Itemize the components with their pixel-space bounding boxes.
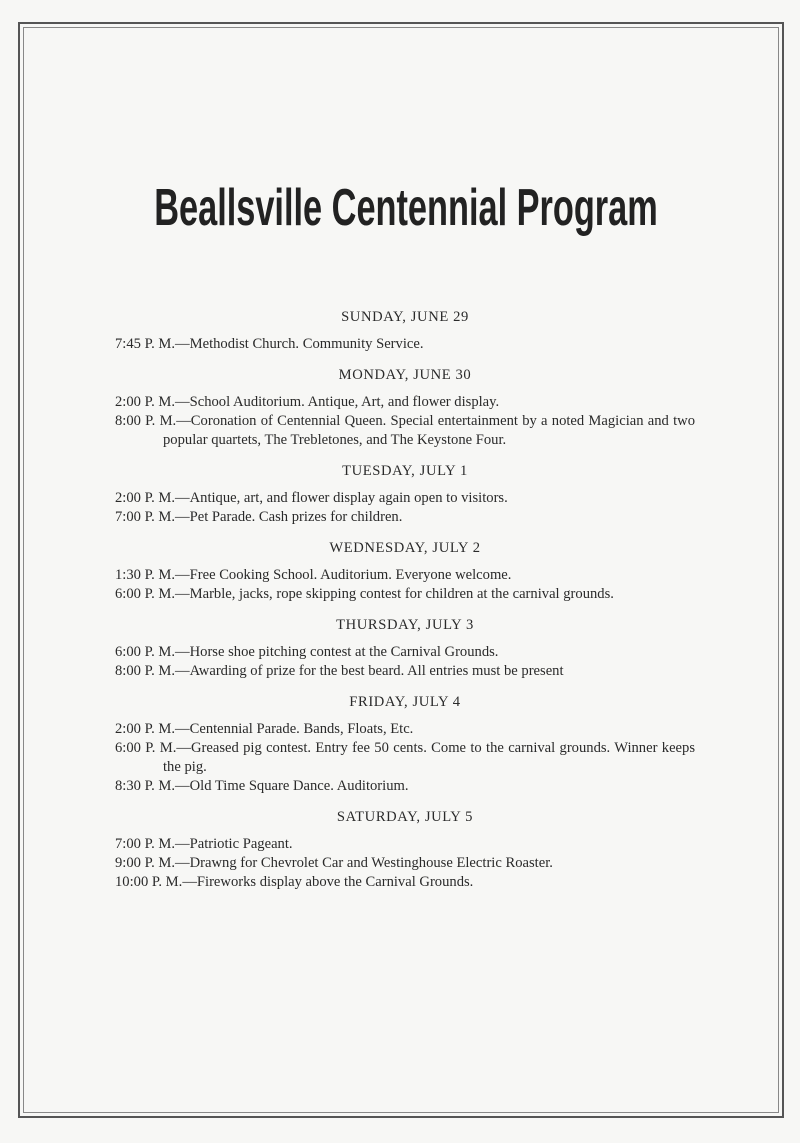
event-time: 6:00 P. M. (115, 740, 177, 756)
event-entry: 2:00 P. M.—Centennial Parade. Bands, Floats, Etc. (115, 721, 414, 737)
event-description: Greased pig contest. Entry fee 50 cents. Come to the carnival grounds. Winner keeps the pig. (163, 740, 695, 775)
event-time: 2:00 P. M. (115, 490, 176, 506)
event-entry: 8:00 P. M.—Awarding of prize for the best beard. All entries must be present (115, 663, 564, 679)
day-heading: THURSDAY, JULY 3 (336, 617, 474, 633)
event-entry: 9:00 P. M.—Drawng for Chevrolet Car and Westinghouse Electric Roaster. (115, 855, 553, 871)
event-description: Horse shoe pitching contest at the Carnival Grounds. (189, 644, 499, 660)
event-entry: 7:00 P. M.—Pet Parade. Cash prizes for children. (115, 509, 403, 525)
event-description: Antique, art, and flower display again open to visitors. (189, 490, 508, 506)
event-description: Fireworks display above the Carnival Grounds. (196, 874, 474, 890)
event-entry: 1:30 P. M.—Free Cooking School. Auditorium. Everyone welcome. (115, 567, 512, 583)
event-entry: 8:30 P. M.—Old Time Square Dance. Auditorium. (115, 778, 409, 794)
event-description: Pet Parade. Cash prizes for children. (189, 509, 403, 525)
event-time: 7:00 P. M. (115, 509, 176, 525)
event-entry: 6:00 P. M.—Horse shoe pitching contest at the Carnival Grounds. (115, 644, 499, 660)
event-time: 7:45 P. M. (115, 336, 176, 352)
event-entry: 6:00 P. M.—Marble, jacks, rope skipping contest for children at the carnival grounds. (115, 586, 614, 602)
day-heading: SATURDAY, JULY 5 (336, 809, 474, 825)
event-description: Centennial Parade. Bands, Floats, Etc. (189, 721, 414, 737)
event-time: 6:00 P. M. (115, 644, 176, 660)
event-entry: 8:00 P. M.—Coronation of Centennial Queen. Special entertainment by a noted Magician and two popular quartets, The Trebletones, and The Keystone Four. (115, 413, 695, 448)
event-entry: 2:00 P. M.—School Auditorium. Antique, Art, and flower display. (115, 394, 500, 410)
event-description: Free Cooking School. Auditorium. Everyone welcome. (189, 567, 512, 583)
event-time: 8:00 P. M. (115, 663, 176, 679)
event-description: Drawng for Chevrolet Car and Westinghouse Electric Roaster. (189, 855, 553, 871)
event-time: 2:00 P. M. (115, 394, 176, 410)
page-title: Beallsville Centennial Program (154, 179, 658, 237)
day-heading: WEDNESDAY, JULY 2 (329, 540, 481, 556)
event-time: 1:30 P. M. (115, 567, 176, 583)
event-time: 2:00 P. M. (115, 721, 176, 737)
program-schedule (115, 308, 695, 892)
event-time: 8:30 P. M. (115, 778, 176, 794)
event-description: Patriotic Pageant. (189, 836, 293, 852)
event-time: 6:00 P. M. (115, 586, 176, 602)
event-entry: 6:00 P. M.—Greased pig contest. Entry fee 50 cents. Come to the carnival grounds. Winner keeps the pig. (115, 740, 695, 775)
event-entry: 7:45 P. M.—Methodist Church. Community Service. (115, 336, 424, 352)
event-description: Old Time Square Dance. Auditorium. (189, 778, 409, 794)
day-heading: FRIDAY, JULY 4 (349, 694, 461, 710)
event-description: Methodist Church. Community Service. (189, 336, 424, 352)
event-entry: 2:00 P. M.—Antique, art, and flower display again open to visitors. (115, 490, 508, 506)
event-entry: 7:00 P. M.—Patriotic Pageant. (115, 836, 293, 852)
event-description: School Auditorium. Antique, Art, and flower display. (189, 394, 500, 410)
event-entry: 10:00 P. M.—Fireworks display above the Carnival Grounds. (115, 874, 474, 890)
day-heading: TUESDAY, JULY 1 (342, 463, 468, 479)
day-heading: SUNDAY, JUNE 29 (341, 309, 469, 325)
day-heading: MONDAY, JUNE 30 (338, 367, 472, 383)
event-time: 10:00 P. M. (115, 874, 183, 890)
event-description: Awarding of prize for the best beard. All entries must be present (189, 663, 564, 679)
event-description: Marble, jacks, rope skipping contest for children at the carnival grounds. (189, 586, 614, 602)
event-time: 8:00 P. M. (115, 413, 177, 429)
event-time: 9:00 P. M. (115, 855, 176, 871)
event-time: 7:00 P. M. (115, 836, 176, 852)
event-description: Coronation of Centennial Queen. Special entertainment by a noted Magician and two popular quartets, The Trebletones, and The Keystone Four. (163, 413, 695, 448)
